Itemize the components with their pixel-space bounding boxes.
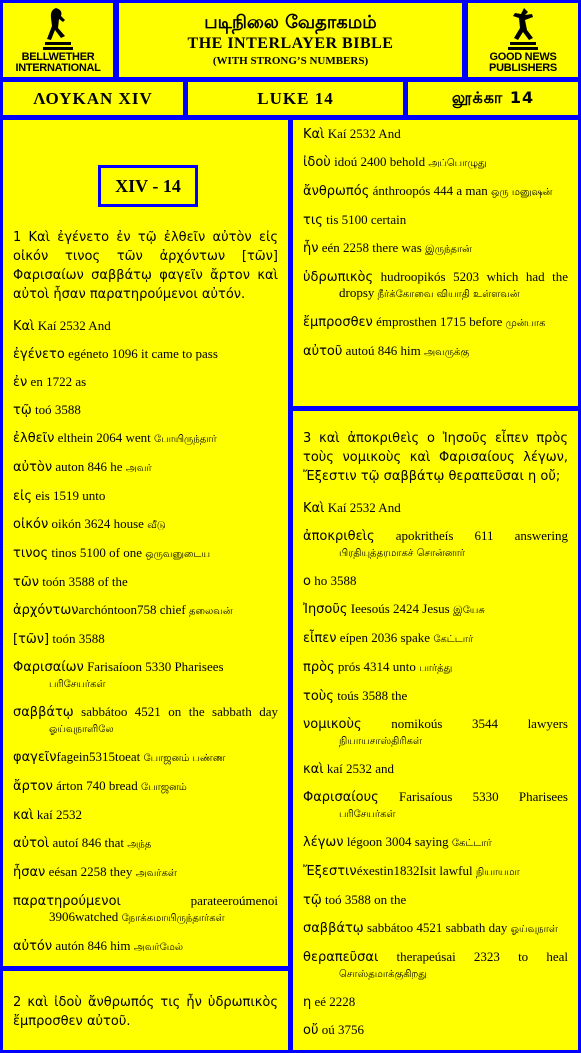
greek-word: τῶν bbox=[13, 575, 39, 590]
tamil-gloss: கேட்டார் bbox=[433, 634, 474, 645]
greek-word: ἀρχόντων bbox=[13, 603, 79, 618]
greek-word: οὔ bbox=[303, 1023, 319, 1038]
tamil-gloss: அந்த bbox=[127, 839, 152, 850]
greek-word: ἐλθεῖν bbox=[13, 431, 55, 446]
transliteration-gloss: autón 846 him bbox=[52, 938, 134, 953]
transliteration-gloss: apokritheís 611 answering bbox=[374, 528, 568, 543]
transliteration-gloss: toón 3588 of the bbox=[38, 574, 128, 589]
right-logo-line2: PUBLISHERS bbox=[489, 62, 557, 74]
transliteration-gloss: árton 740 bread bbox=[52, 778, 141, 793]
transliteration-gloss: fagein5315toeat bbox=[56, 749, 144, 764]
word-entry bbox=[303, 892, 568, 908]
transliteration-gloss: tinos 5100 of one bbox=[48, 545, 146, 560]
greek-word: ἐγένετο bbox=[13, 347, 65, 362]
greek-word: αὐτὸν bbox=[13, 460, 53, 475]
word-entry bbox=[303, 601, 568, 618]
greek-word: Ἔξεστιν bbox=[303, 864, 357, 879]
verse1-word-list bbox=[13, 318, 278, 955]
verse2-words-panel bbox=[293, 120, 578, 406]
greek-word: ἄρτον bbox=[13, 779, 53, 794]
transliteration-gloss: émprosthen 1715 before bbox=[372, 314, 506, 329]
word-entry bbox=[303, 834, 568, 851]
word-entry bbox=[13, 938, 278, 955]
greek-word: τις bbox=[303, 213, 323, 228]
word-entry bbox=[13, 602, 278, 619]
greek-word: Καὶ bbox=[13, 319, 35, 334]
transliteration-gloss: kaí 2532 and bbox=[323, 761, 395, 776]
greek-word: αὐτοὶ bbox=[13, 836, 50, 851]
tamil-gloss: கேட்டார் bbox=[451, 838, 492, 849]
greek-word: Φαρισαίων bbox=[13, 660, 84, 675]
word-entry bbox=[13, 631, 278, 647]
tamil-gloss: போஜனம் bbox=[140, 782, 187, 793]
transliteration-gloss: eis 1519 unto bbox=[32, 488, 106, 503]
transliteration-gloss: éxestin1832Isit lawful bbox=[356, 863, 476, 878]
chapter-label: XIV - 14 bbox=[98, 165, 198, 207]
greek-word: ἦσαν bbox=[13, 865, 46, 880]
transliteration-gloss: kaí 2532 bbox=[33, 807, 83, 822]
greek-word: καὶ bbox=[303, 762, 324, 777]
greek-word: ὑδρωπικὸς bbox=[303, 270, 374, 285]
word-entry bbox=[303, 659, 568, 676]
greek-word: πρὸς bbox=[303, 660, 335, 675]
word-entry bbox=[303, 994, 568, 1010]
tamil-gloss: நோக்கமாயிருந்தார்கள் bbox=[121, 913, 225, 924]
book-tamil: லூக்கா 14 bbox=[408, 82, 578, 115]
tamil-gloss: ஓய்வுநாள் bbox=[510, 924, 558, 935]
transliteration-gloss: sabbátoo 4521 on the sabbath day bbox=[73, 704, 278, 719]
greek-word: ἄνθρωπός bbox=[303, 184, 370, 199]
word-entry bbox=[303, 343, 568, 360]
transliteration-gloss: Kaí 2532 And bbox=[324, 500, 401, 515]
transliteration-gloss: tis 5100 certain bbox=[322, 212, 407, 227]
word-entry bbox=[13, 835, 278, 852]
word-entry bbox=[13, 893, 278, 926]
word-entry bbox=[303, 863, 568, 880]
word-entry bbox=[13, 574, 278, 590]
tamil-gloss: இருந்தான் bbox=[425, 244, 472, 255]
greek-word: τινος bbox=[13, 546, 49, 561]
transliteration-gloss: eén 2258 there was bbox=[318, 240, 426, 255]
greek-word: ἐν bbox=[13, 375, 28, 390]
greek-word: Ἰησοῦς bbox=[303, 602, 348, 617]
tamil-gloss: நீர்க்கோவை வியாதி உள்ளவன் bbox=[377, 289, 520, 300]
verse3-panel bbox=[293, 411, 578, 1050]
word-entry bbox=[303, 183, 568, 200]
word-entry bbox=[13, 402, 278, 418]
greek-word: παρατηρούμενοι bbox=[13, 894, 121, 909]
word-entry bbox=[13, 659, 278, 692]
transliteration-gloss: Farisaíoon 5330 Pharisees bbox=[83, 659, 224, 674]
transliteration-gloss: auton 846 he bbox=[52, 459, 126, 474]
tamil-title: படிநிலை வேதாகமம் bbox=[204, 12, 377, 33]
tamil-gloss: ஒருவனுடைய bbox=[145, 549, 211, 560]
tamil-gloss: போயிருந்தார் bbox=[154, 434, 217, 445]
greek-word: αὐτόν bbox=[13, 939, 53, 954]
word-entry bbox=[303, 630, 568, 647]
tamil-gloss: போஜனம் பண்ண bbox=[143, 753, 226, 764]
greek-word: σαββάτῳ bbox=[303, 921, 364, 936]
transliteration-gloss: egéneto 1096 it came to pass bbox=[64, 346, 218, 361]
word-entry bbox=[13, 545, 278, 562]
verse3-word-list bbox=[303, 500, 568, 1038]
word-entry bbox=[13, 864, 278, 881]
tamil-gloss: இயேசு bbox=[452, 605, 485, 616]
greek-word: ἀποκριθεὶς bbox=[303, 529, 375, 544]
word-entry bbox=[13, 516, 278, 533]
transliteration-gloss: Kaí 2532 And bbox=[324, 126, 401, 141]
transliteration-gloss: Kaí 2532 And bbox=[34, 318, 111, 333]
transliteration-gloss: Ieesoús 2424 Jesus bbox=[347, 601, 453, 616]
right-logo-line1: GOOD NEWS bbox=[489, 51, 557, 63]
word-entry bbox=[13, 749, 278, 766]
transliteration-gloss: archóntoon758 chief bbox=[78, 602, 189, 617]
transliteration-gloss: oikón 3624 house bbox=[48, 516, 148, 531]
verse2-word-list bbox=[303, 126, 568, 360]
word-entry bbox=[303, 920, 568, 937]
greek-word: Φαρισαίους bbox=[303, 790, 379, 805]
transliteration-gloss: toó 3588 on the bbox=[321, 892, 407, 907]
word-entry bbox=[13, 346, 278, 362]
greek-word: εἰς bbox=[13, 489, 33, 504]
word-entry bbox=[13, 704, 278, 737]
word-entry bbox=[303, 126, 568, 142]
transliteration-gloss: Farisaíous 5330 Pharisees bbox=[378, 789, 568, 804]
transliteration-gloss: autoí 846 that bbox=[49, 835, 128, 850]
tamil-gloss: பரிசேயர்கள் bbox=[49, 679, 106, 690]
greek-word: θεραπεῦσαι bbox=[303, 950, 379, 965]
tamil-gloss: முன்பாக bbox=[505, 318, 546, 329]
tamil-gloss: சொஸ்தமாக்குகிறது bbox=[339, 969, 427, 980]
word-entry bbox=[303, 314, 568, 331]
greek-word: Καὶ bbox=[303, 127, 325, 142]
transliteration-gloss: hudroopikós 5203 which had the dropsy bbox=[339, 269, 568, 300]
transliteration-gloss: sabbátoo 4521 sabbath day bbox=[363, 920, 511, 935]
word-entry bbox=[13, 318, 278, 334]
greek-word: τῷ bbox=[13, 403, 32, 418]
transliteration-gloss: nomikoús 3544 lawyers bbox=[361, 716, 568, 731]
word-entry bbox=[303, 269, 568, 302]
tamil-gloss: அவர்மேல் bbox=[133, 942, 184, 953]
tamil-gloss: பரிசேயர்கள் bbox=[339, 809, 396, 820]
transliteration-gloss: eésan 2258 they bbox=[45, 864, 136, 879]
good-news-logo bbox=[468, 3, 578, 77]
greek-word: τῷ bbox=[303, 893, 322, 908]
book-greek: ΛΟΥΚΑΝ XIV bbox=[3, 82, 183, 115]
word-entry bbox=[13, 488, 278, 504]
word-entry bbox=[303, 573, 568, 589]
word-entry bbox=[13, 459, 278, 476]
transliteration-gloss: autoú 846 him bbox=[342, 343, 425, 358]
transliteration-gloss: ho 3588 bbox=[310, 573, 357, 588]
greek-word: σαββάτῳ bbox=[13, 705, 74, 720]
transliteration-gloss: ánthroopós 444 a man bbox=[369, 183, 492, 198]
transliteration-gloss: eípen 2036 spake bbox=[336, 630, 434, 645]
word-entry bbox=[303, 688, 568, 704]
page-title: THE INTERLAYER BIBLE bbox=[187, 35, 394, 52]
word-entry bbox=[303, 500, 568, 516]
tamil-gloss: நியாயசாஸ்திரிகள் bbox=[339, 736, 422, 747]
greek-word: λέγων bbox=[303, 835, 344, 850]
verse3-greek: 3 καὶ ἀποκριθεὶς ο Ἰησοῦς εἶπεν πρὸς τοὺς νομικοὺς καὶ Φαρισαίους λέγων, Ἔξεστιν τῷ σαββάτῳ θεραπεῦσαι η οὔ; bbox=[303, 431, 568, 484]
transliteration-gloss: parateeroúmenoi 3906watched bbox=[49, 893, 278, 924]
tamil-gloss: அவர் bbox=[125, 463, 152, 474]
greek-word: εἶπεν bbox=[303, 631, 337, 646]
transliteration-gloss: eé 2228 bbox=[311, 994, 356, 1009]
bellwether-figure-icon bbox=[41, 6, 75, 52]
bellwether-logo bbox=[3, 3, 113, 77]
tamil-gloss: ஓய்வுநாளிலே bbox=[49, 724, 114, 735]
transliteration-gloss: toús 3588 the bbox=[333, 688, 408, 703]
greek-word: νομικοὺς bbox=[303, 717, 362, 732]
tamil-gloss: அவர்கள் bbox=[135, 868, 177, 879]
verse1-panel bbox=[3, 120, 288, 966]
transliteration-gloss: toó 3588 bbox=[31, 402, 81, 417]
greek-word: η bbox=[303, 995, 312, 1010]
word-entry bbox=[13, 374, 278, 390]
title-block bbox=[119, 3, 462, 77]
transliteration-gloss: therapeúsai 2323 to heal bbox=[378, 949, 568, 964]
transliteration-gloss: oú 3756 bbox=[318, 1022, 364, 1037]
tamil-gloss: தலைவன் bbox=[189, 606, 233, 617]
left-logo-line1: BELLWETHER bbox=[21, 51, 95, 63]
word-entry bbox=[303, 949, 568, 982]
verse2-greek: 2 καὶ ἰδοὺ ἄνθρωπός τις ἦν ὑδρωπικὸς ἔμπροσθεν αὐτοῦ. bbox=[13, 995, 278, 1029]
greek-word: [τῶν] bbox=[13, 632, 50, 647]
tamil-gloss: வீடு bbox=[147, 520, 166, 531]
transliteration-gloss: prós 4314 unto bbox=[334, 659, 420, 674]
word-entry bbox=[303, 789, 568, 822]
greek-word: ἔμπροσθεν bbox=[303, 315, 373, 330]
transliteration-gloss: légoon 3004 saying bbox=[343, 834, 452, 849]
word-entry bbox=[13, 778, 278, 795]
tamil-gloss: பிரதியுத்தரமாகச் சொன்னார் bbox=[339, 548, 466, 559]
greek-word: Καὶ bbox=[303, 501, 325, 516]
verse1-greek: 1 Καὶ ἐγένετο ἐν τῷ ἐλθεῖν αὐτὸν εἰς οἰκόν τινος τῶν ἀρχόντων [τῶν] Φαρισαίων σαββάτῳ φαγεῖν ἄρτον καὶ αὐτοὶ ἦσαν παρατηρούμενοι αὐτόν. bbox=[13, 230, 278, 302]
greek-word: τοὺς bbox=[303, 689, 334, 704]
word-entry bbox=[303, 716, 568, 749]
transliteration-gloss: idoú 2400 behold bbox=[330, 154, 429, 169]
word-entry bbox=[303, 154, 568, 171]
transliteration-gloss: en 1722 as bbox=[27, 374, 87, 389]
tamil-gloss: நியாயமா bbox=[475, 867, 520, 878]
word-entry bbox=[303, 240, 568, 257]
transliteration-gloss: toón 3588 bbox=[49, 631, 105, 646]
word-entry bbox=[303, 761, 568, 777]
greek-word: φαγεῖν bbox=[13, 750, 57, 765]
greek-word: αὐτοῦ bbox=[303, 344, 343, 359]
greek-word: οἰκόν bbox=[13, 517, 49, 532]
page-subtitle: (WITH STRONG’S NUMBERS) bbox=[212, 55, 369, 67]
greek-word: ο bbox=[303, 574, 311, 589]
greek-word: ἰδοὺ bbox=[303, 155, 331, 170]
verse2-panel bbox=[3, 971, 288, 1050]
word-entry bbox=[303, 528, 568, 561]
word-entry bbox=[13, 807, 278, 823]
tamil-gloss: அவருக்கு bbox=[424, 347, 470, 358]
greek-word: ἦν bbox=[303, 241, 319, 256]
greek-word: καὶ bbox=[13, 808, 34, 823]
left-logo-line2: INTERNATIONAL bbox=[15, 62, 101, 74]
tamil-gloss: அப்பொழுது bbox=[428, 158, 487, 169]
tamil-gloss: ஒரு மனுஷன் bbox=[491, 187, 553, 198]
book-english: LUKE 14 bbox=[188, 82, 403, 115]
word-entry bbox=[303, 1022, 568, 1038]
word-entry bbox=[13, 430, 278, 447]
publisher-figure-icon bbox=[506, 6, 540, 52]
transliteration-gloss: elthein 2064 went bbox=[54, 430, 155, 445]
word-entry bbox=[303, 212, 568, 228]
tamil-gloss: பார்த்து bbox=[419, 663, 453, 674]
